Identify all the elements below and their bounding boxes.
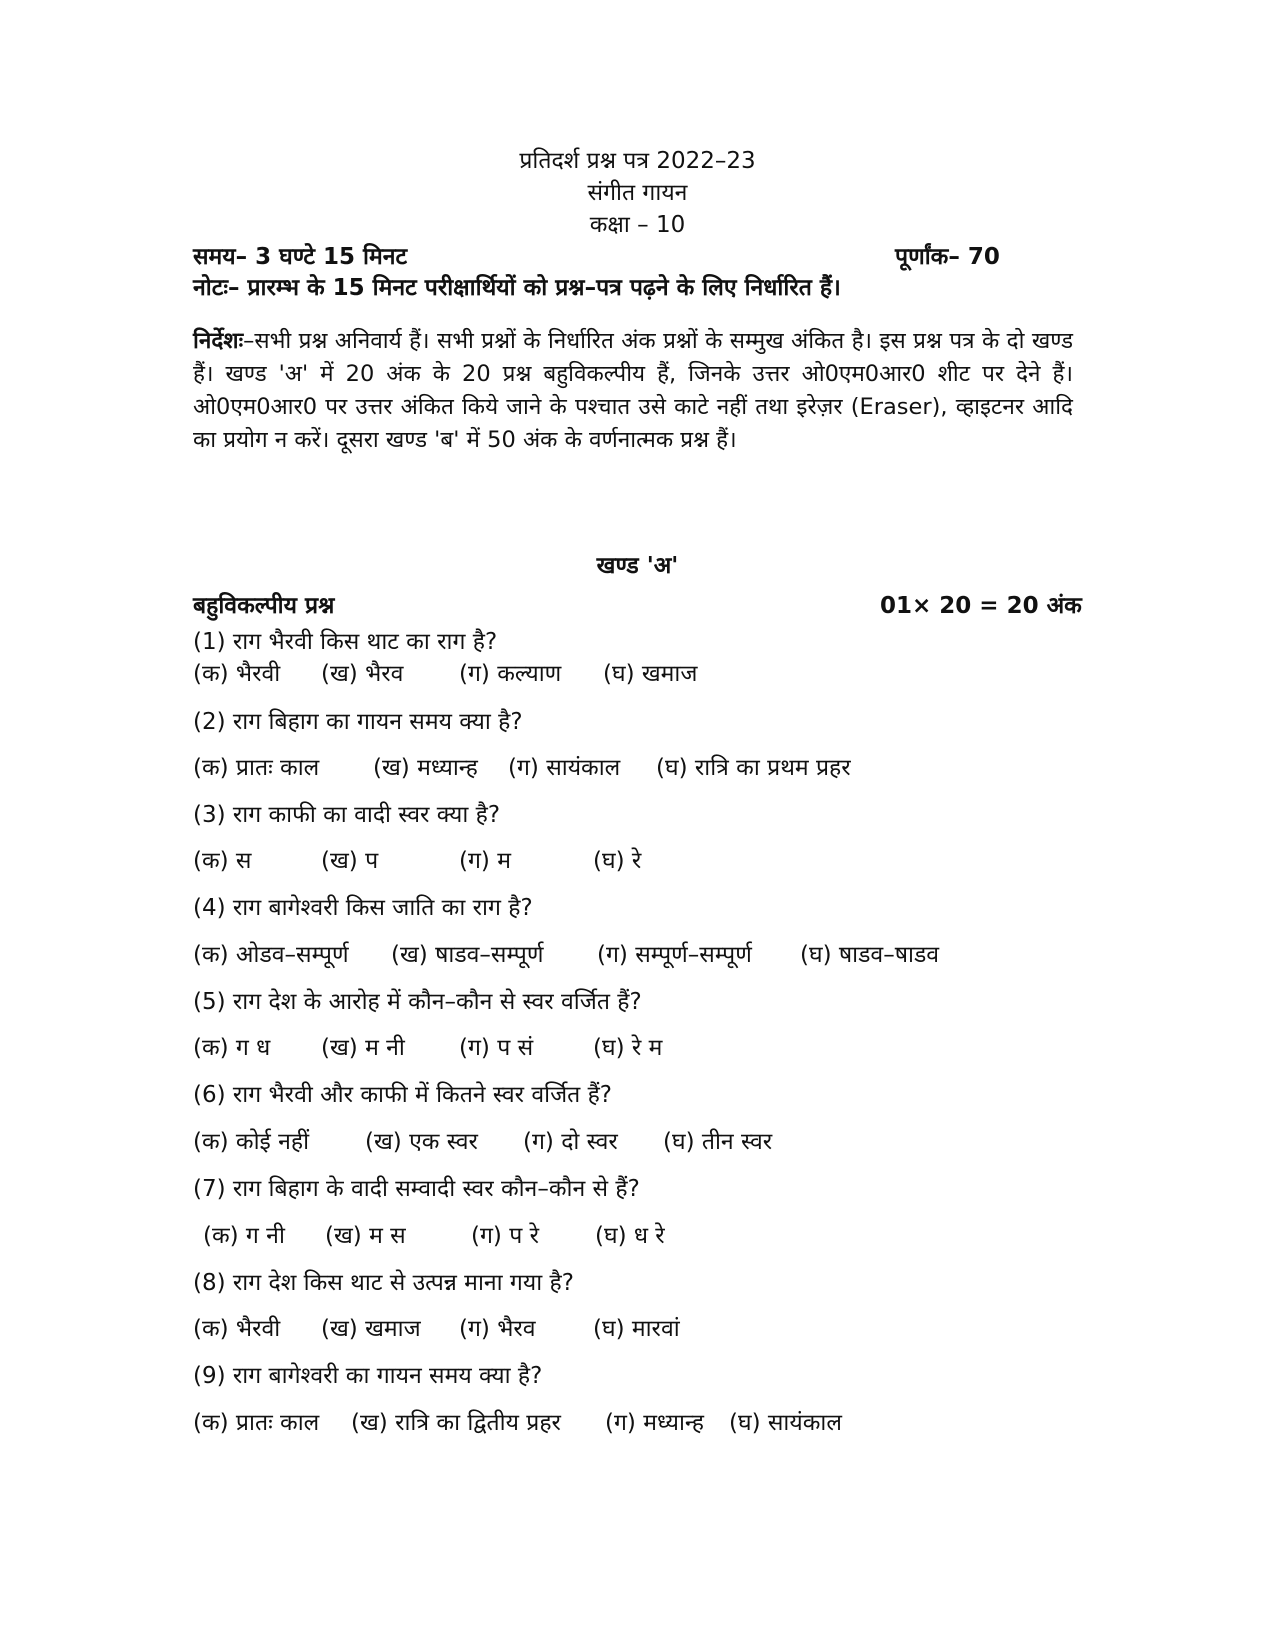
question-8: (8) राग देश किस थाट से उत्पन्न माना गया है? <box>193 1270 574 1296</box>
option-c: (ग) प रे <box>471 1223 539 1249</box>
reading-time-note: नोटः– प्रारम्भ के 15 मिनट परीक्षार्थियों को प्रश्न–पत्र पढ़ने के लिए निर्धारित हैं। <box>193 275 841 301</box>
option-a: (क) भैरवी <box>193 1316 281 1342</box>
option-d: (घ) तीन स्वर <box>663 1129 773 1155</box>
option-a: (क) ओडव–सम्पूर्ण <box>193 942 349 968</box>
question-6: (6) राग भैरवी और काफी में कितने स्वर वर्जित हैं? <box>193 1082 612 1108</box>
option-b: (ख) प <box>321 848 379 874</box>
section-title: खण्ड 'अ' <box>596 553 679 579</box>
option-c: (ग) प सं <box>459 1035 534 1061</box>
question-5: (5) राग देश के आरोह में कौन–कौन से स्वर वर्जित हैं? <box>193 989 642 1015</box>
question-9: (9) राग बागेश्वरी का गायन समय क्या है? <box>193 1363 543 1389</box>
option-c: (ग) सायंकाल <box>508 755 621 781</box>
option-c: (ग) सम्पूर्ण–सम्पूर्ण <box>597 942 752 968</box>
question-4: (4) राग बागेश्वरी किस जाति का राग है? <box>193 895 533 921</box>
option-a: (क) भैरवी <box>193 661 281 687</box>
option-b: (ख) म स <box>325 1223 406 1249</box>
option-b: (ख) मध्यान्ह <box>373 755 478 781</box>
option-b: (ख) रात्रि का द्वितीय प्रहर <box>351 1410 561 1436</box>
total-marks: पूर्णांक– 70 <box>895 244 1000 270</box>
subject-title: संगीत गायन <box>587 180 688 206</box>
option-a: (क) प्रातः काल <box>193 755 320 781</box>
instructions-text: –सभी प्रश्न अनिवार्य हैं। सभी प्रश्नों के निर्धारित अंक प्रश्नों के सम्मुख अंकित है। इस प्रश्न पत्र के दो खण्ड हैं। खण्ड 'अ' में 20 अंक के 20 प्रश्न बहुविकल्पीय हैं, जिनके उत्तर ओ0एम0आर0 शीट पर देने हैं। ओ0एम0आर0 पर उत्तर अंकित किये जाने के पश्चात उसे काटे नहीं तथा इरेज़र (Eraser), व्हाइटनर आदि का प्रयोग न करें। दूसरा खण्ड 'ब' में 50 अंक के वर्णनात्मक प्रश्न हैं। <box>193 328 1073 453</box>
option-d: (घ) सायंकाल <box>729 1410 842 1436</box>
option-a: (क) कोई नहीं <box>193 1129 310 1155</box>
option-b: (ख) षाडव–सम्पूर्ण <box>391 942 544 968</box>
option-a: (क) ग ध <box>193 1035 271 1061</box>
mcq-heading: बहुविकल्पीय प्रश्न <box>193 593 335 619</box>
option-d: (घ) मारवां <box>593 1316 680 1342</box>
mcq-marks: 01× 20 = 20 अंक <box>880 593 1082 619</box>
option-c: (ग) दो स्वर <box>523 1129 618 1155</box>
instructions-label: निर्देशः <box>193 328 244 354</box>
option-d: (घ) रे <box>593 848 642 874</box>
option-a: (क) ग नी <box>203 1223 285 1249</box>
option-b: (ख) खमाज <box>321 1316 421 1342</box>
option-c: (ग) म <box>459 848 511 874</box>
question-3: (3) राग काफी का वादी स्वर क्या है? <box>193 802 501 828</box>
option-d: (घ) खमाज <box>603 661 698 687</box>
option-b: (ख) म नी <box>321 1035 405 1061</box>
option-d: (घ) रे म <box>593 1035 663 1061</box>
paper-title: प्रतिदर्श प्रश्न पत्र 2022–23 <box>519 148 756 174</box>
option-c: (ग) मध्यान्ह <box>605 1410 704 1436</box>
option-b: (ख) भैरव <box>321 661 404 687</box>
option-d: (घ) ध रे <box>595 1223 665 1249</box>
option-a: (क) प्रातः काल <box>193 1410 320 1436</box>
class-title: कक्षा – 10 <box>589 212 686 238</box>
instructions-paragraph <box>193 325 1073 457</box>
question-1: (1) राग भैरवी किस थाट का राग है? <box>193 629 498 655</box>
option-d: (घ) रात्रि का प्रथम प्रहर <box>656 755 851 781</box>
option-d: (घ) षाडव–षाडव <box>800 942 940 968</box>
time-allowed: समय– 3 घण्टे 15 मिनट <box>193 244 408 270</box>
question-2: (2) राग बिहाग का गायन समय क्या है? <box>193 709 523 735</box>
option-a: (क) स <box>193 848 252 874</box>
question-7: (7) राग बिहाग के वादी सम्वादी स्वर कौन–कौन से हैं? <box>193 1176 640 1202</box>
option-c: (ग) कल्याण <box>459 661 562 687</box>
option-c: (ग) भैरव <box>459 1316 536 1342</box>
option-b: (ख) एक स्वर <box>365 1129 478 1155</box>
